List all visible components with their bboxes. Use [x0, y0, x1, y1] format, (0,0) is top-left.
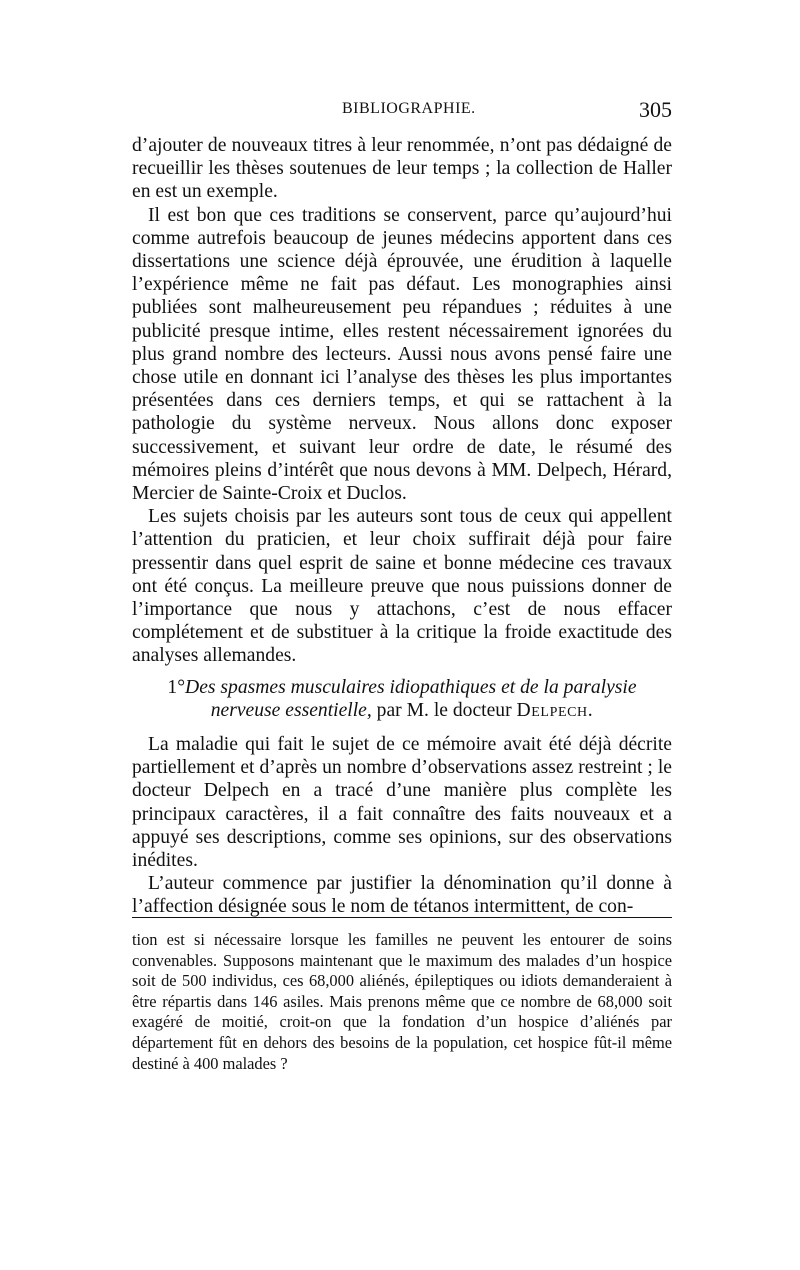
paragraph: Les sujets choisis par les auteurs sont tous de ceux qui appellent l’attention du praticien, et leur choix suffirait déjà pour faire pressentir dans quel esprit de saine et bonne médecine ces travaux ont été conçus. La meilleure preuve que nous puissions donner de l’importance que nous y attachons, c’est de nous effacer complétement et de substituer à la critique la froide exactitude des analyses allemandes.: [132, 506, 672, 667]
running-head: [132, 97, 672, 130]
paragraph: Il est bon que ces traditions se conservent, parce qu’aujourd’hui comme autrefois beaucoup de jeunes médecins apportent dans ces dissertations une science déjà éprouvée, une érudition à laquelle l’expérience même ne fait pas défaut. Les monographies ainsi publiées sont malheureusement peu répandues ; réduites à une publicité presque intime, elles restent nécessairement ignorées du plus grand nombre des lecteurs. Aussi nous avons pensé faire une chose utile en donnant ici l’analyse des thèses les plus importantes présentées dans ces derniers temps, et qui se rattachent à la pathologie du système nerveux. Nous allons donc exposer successivement, et suivant leur ordre de date, le résumé des mémoires pleins d’intérêt que nous devons à MM. Delpech, Hérard, Mercier de Sainte-Croix et Duclos.: [132, 204, 672, 505]
section-text: [132, 733, 672, 919]
section-heading: [132, 676, 672, 723]
footnote-separator: [132, 917, 672, 918]
main-text: [132, 134, 672, 668]
section-title: Des spasmes musculaires idiopathiques et de la paralysie nerveuse essentielle,: [185, 677, 637, 722]
paragraph: d’ajouter de nouveaux titres à leur renommée, n’ont pas dédaigné de recueillir les thèses soutenues de leur temps ; la collection de Haller en est un exemple.: [132, 135, 672, 203]
paragraph: La maladie qui fait le sujet de ce mémoire avait été déjà décrite partiellement et d’après un nombre d’observations assez restreint ; le docteur Delpech en a tracé d’une manière plus complète les principaux caractères, il a fait connaître des faits nouveaux et a appuyé ses descriptions, comme ses opinions, sur des observations inédites.: [132, 734, 672, 872]
footnote: [132, 930, 672, 1074]
running-title: BIBLIOGRAPHIE.: [342, 100, 476, 117]
section-number: 1°: [167, 677, 186, 698]
page-number: 305: [639, 97, 672, 122]
section-author-name: Delpech.: [516, 700, 594, 722]
footnote-text: tion est si nécessaire lorsque les familles ne peuvent les entourer de soins convenables. Supposons maintenant que le maximum des malades d’un hospice soit de 500 individus, ces 68,000 aliénés, épileptiques ou idiots demanderaient à être répartis dans 146 asiles. Mais prenons même que ce nombre de 68,000 soit exagéré de moitié, croit-on que la fondation d’un hospice d’aliénés par département fût en dehors des besoins de la population, cet hospice fût-il même destiné à 400 malades ?: [132, 930, 672, 1073]
paragraph: L’auteur commence par justifier la dénomination qu’il donne à l’affection désignée sous le nom de tétanos intermittent, de con-: [132, 873, 672, 918]
section-author-prefix: par M. le docteur: [371, 700, 517, 722]
